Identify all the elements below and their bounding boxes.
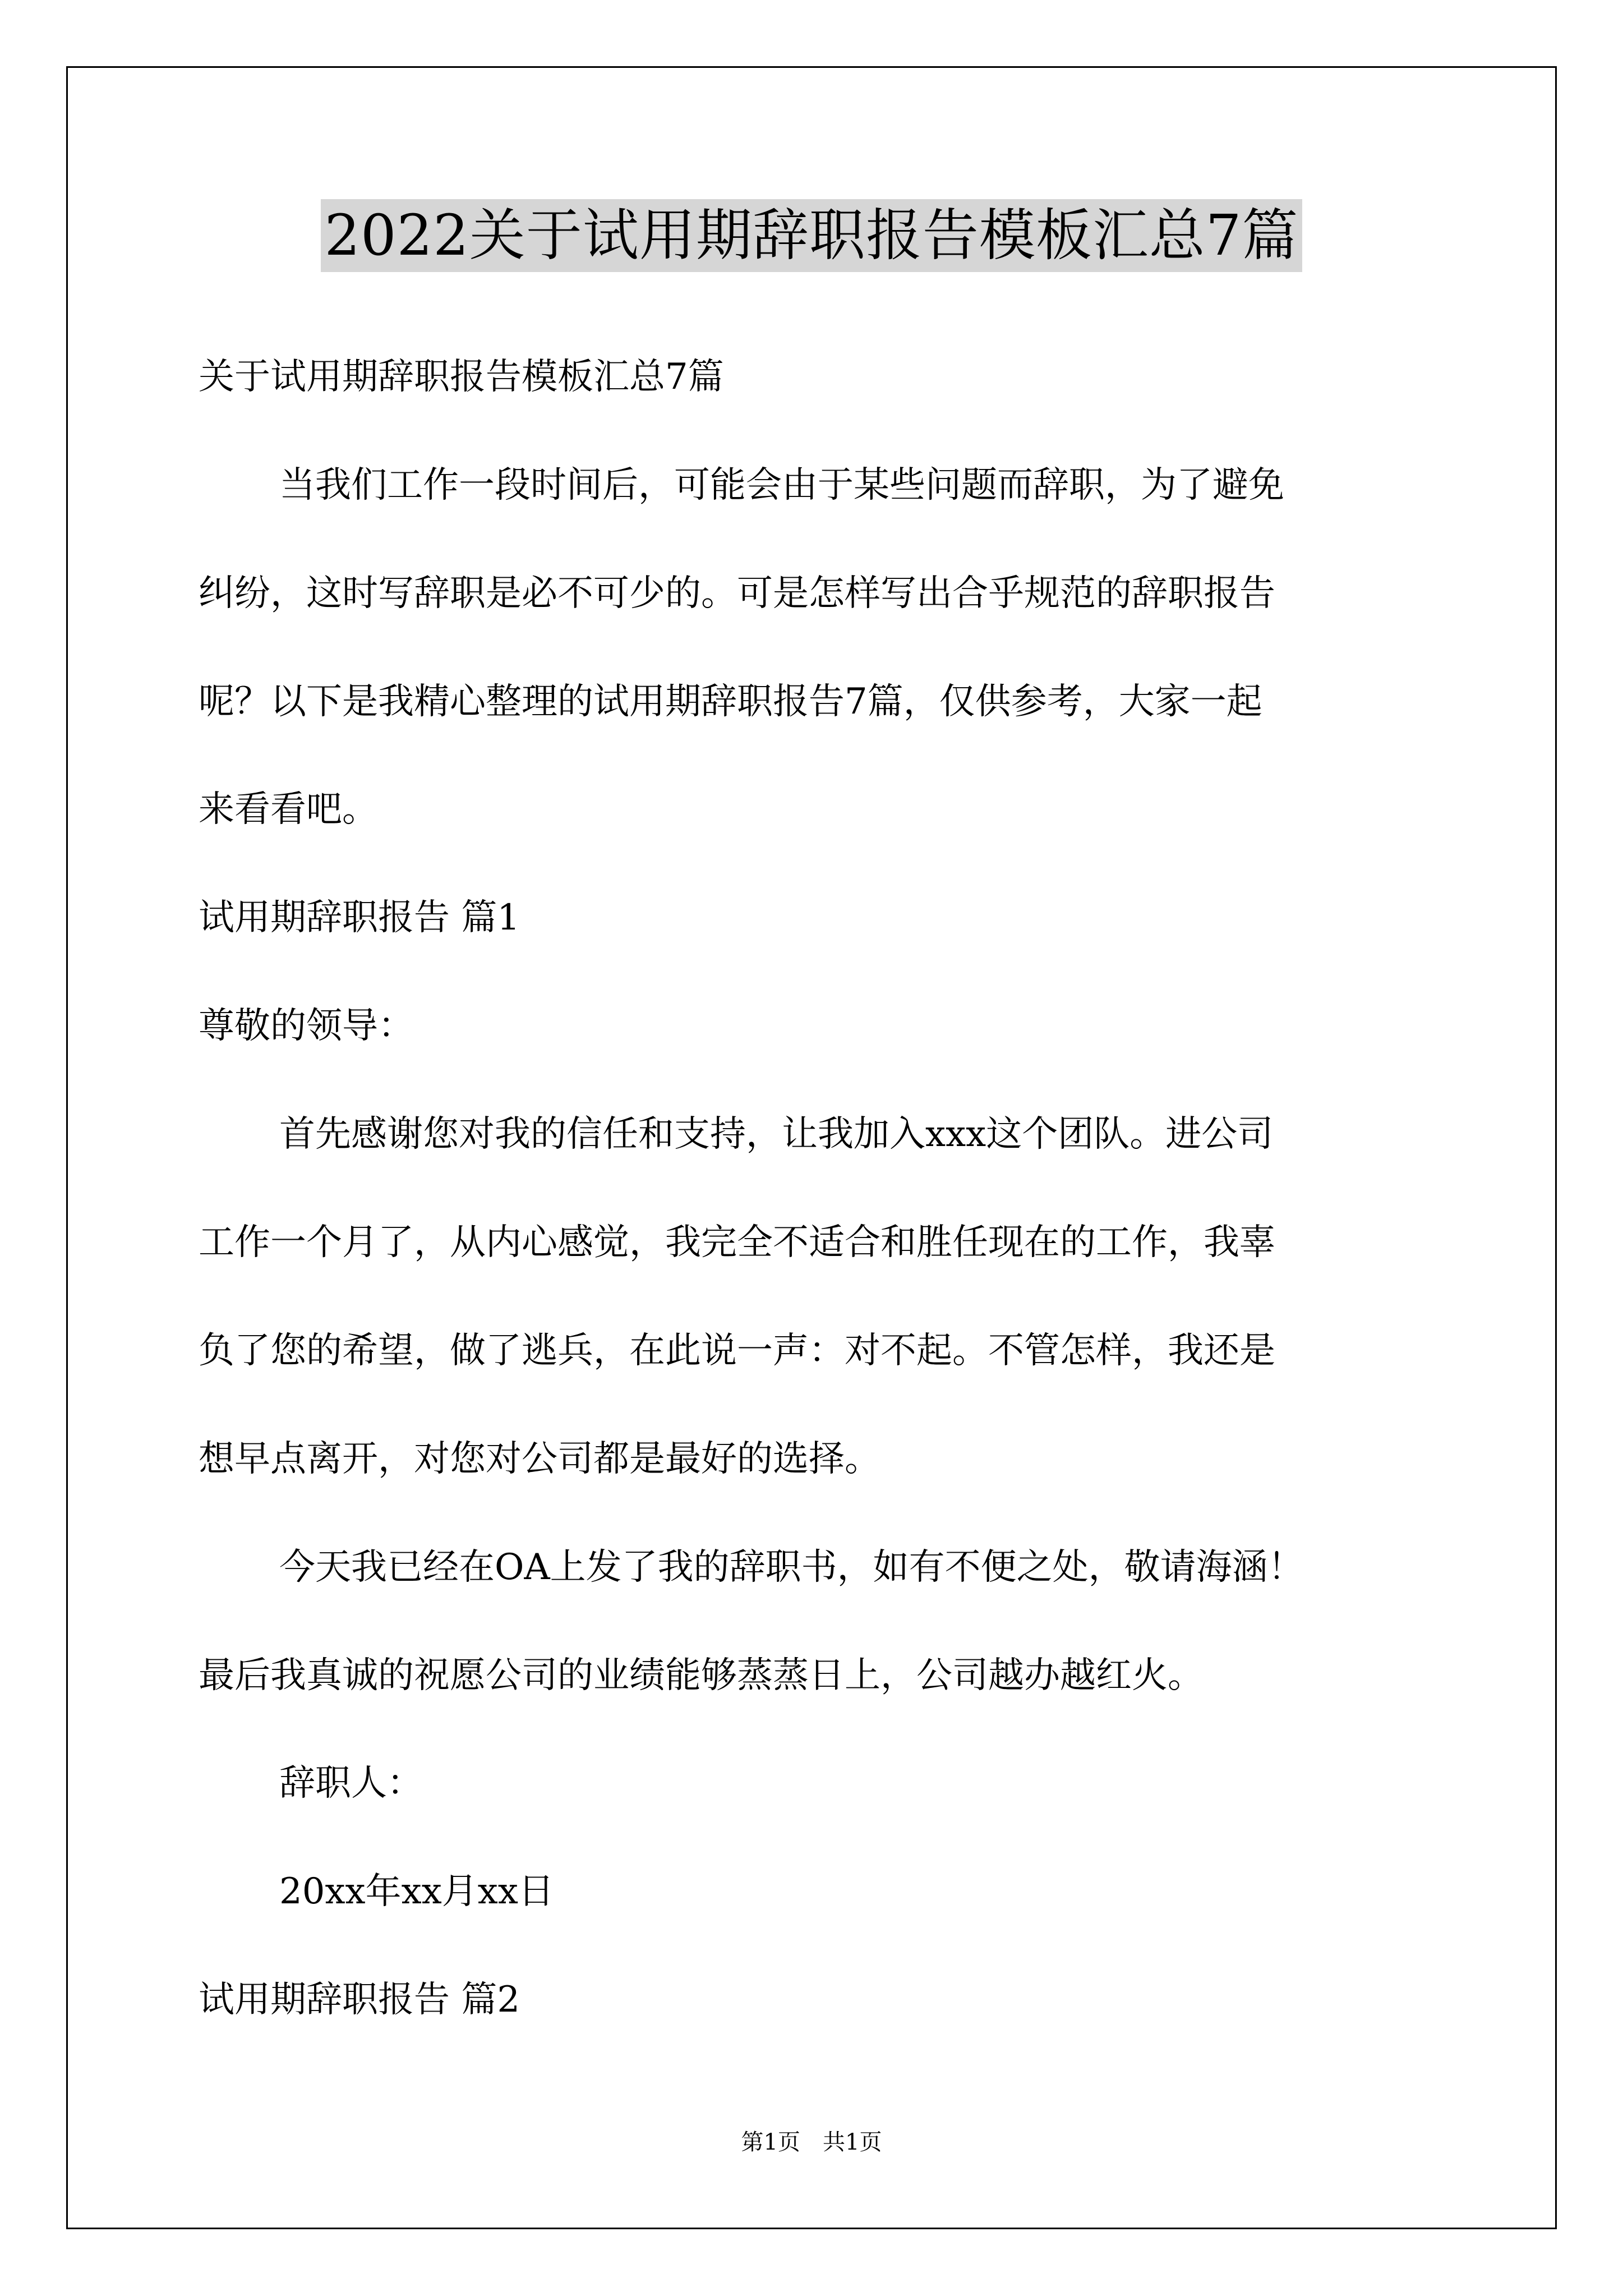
document-subtitle: 关于试用期辞职报告模板汇总7篇: [199, 356, 724, 398]
intro-line: 纠纷，这时写辞职是必不可少的。可是怎样写出合乎规范的辞职报告: [199, 573, 1275, 614]
page-footer: 第1页 共1页: [741, 2129, 882, 2155]
intro-line: 呢？以下是我精心整理的试用期辞职报告7篇，仅供参考，大家一起: [199, 681, 1262, 723]
intro-line: 来看看吧。: [199, 789, 378, 830]
salutation: 尊敬的领导：: [199, 1005, 414, 1047]
body-line: 今天我已经在OA上发了我的辞职书，如有不便之处，敬请海涵！: [279, 1547, 1304, 1588]
section-heading: 试用期辞职报告 篇2: [199, 1979, 520, 2021]
signature-date: 20xx年xx月xx日: [279, 1871, 554, 1912]
title-container: [0, 199, 1623, 272]
intro-line: 当我们工作一段时间后，可能会由于某些问题而辞职，为了避免: [279, 464, 1284, 506]
document-title: 2022关于试用期辞职报告模板汇总7篇: [321, 199, 1302, 272]
body-line: 首先感谢您对我的信任和支持，让我加入xxx这个团队。进公司: [279, 1114, 1274, 1155]
signature-label: 辞职人：: [279, 1763, 423, 1804]
section-heading: 试用期辞职报告 篇1: [199, 897, 520, 938]
body-line: 负了您的希望，做了逃兵，在此说一声：对不起。不管怎样，我还是: [199, 1330, 1275, 1372]
body-line: 最后我真诚的祝愿公司的业绩能够蒸蒸日上，公司越办越红火。: [199, 1655, 1204, 1696]
body-line: 工作一个月了，从内心感觉，我完全不适合和胜任现在的工作，我辜: [199, 1222, 1275, 1263]
body-line: 想早点离开，对您对公司都是最好的选择。: [199, 1438, 880, 1480]
